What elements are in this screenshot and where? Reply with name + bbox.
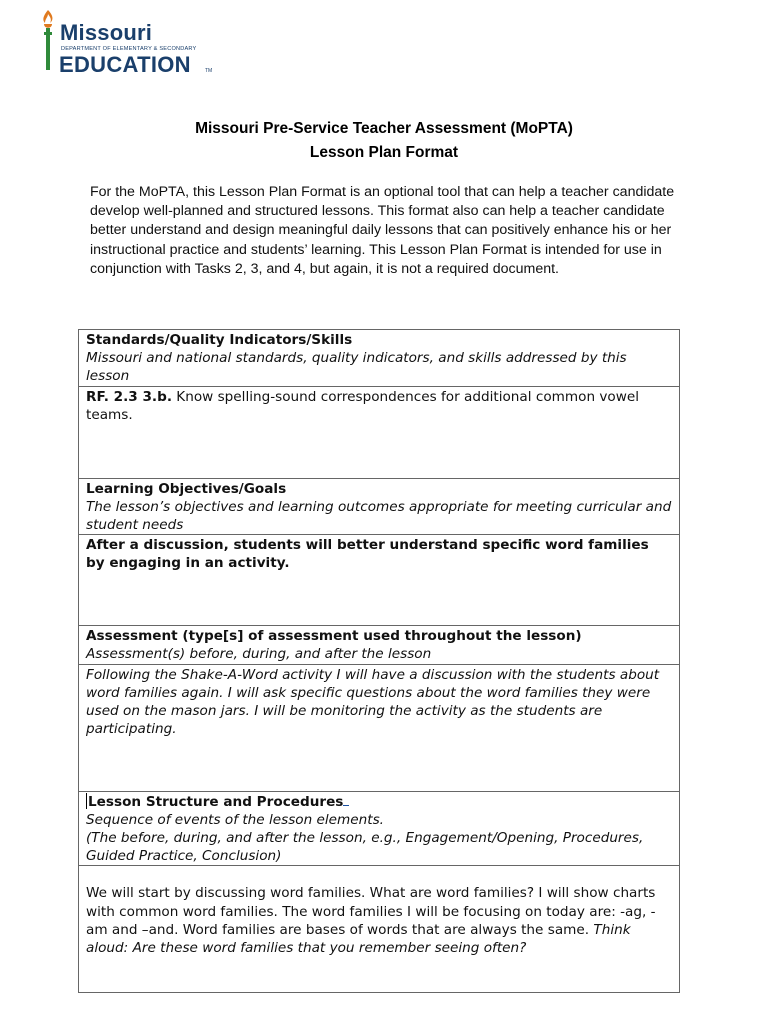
structure-description: Sequence of events of the lesson elements.	[86, 811, 384, 828]
objectives-header-cell	[79, 478, 680, 535]
assessment-heading: Assessment (type[s] of assessment used throughout the lesson)	[86, 628, 582, 645]
intro-paragraph: For the MoPTA, this Lesson Plan Format is an optional tool that can help a teacher candidate develop well-planned and structured lessons. This format also can help a teacher candidate better understand and design meaningful daily lessons that can positively enhance his or her instructional practice and students’ learning. This Lesson Plan Format is intended for use in conjunction with Tasks 2, 3, and 4, but again, it is not a required document.	[90, 184, 675, 277]
logo-trademark: TM	[205, 68, 213, 74]
structure-header-cell[interactable]	[79, 791, 680, 866]
logo-department-text: DEPARTMENT OF ELEMENTARY & SECONDARY	[61, 46, 197, 52]
torch-icon	[38, 8, 60, 72]
objectives-text: After a discussion, students will better understand specific word families by engaging in an activity.	[86, 537, 649, 572]
document-subtitle: Lesson Plan Format	[309, 144, 459, 161]
standards-content-row	[79, 386, 680, 478]
structure-examples: (The before, during, and after the lesson, e.g., Engagement/Opening, Procedures, Guided Practice, Conclusion)	[86, 830, 644, 865]
structure-content-row	[79, 866, 680, 993]
assessment-content-row	[79, 664, 680, 791]
lesson-plan-table	[78, 329, 680, 993]
standard-text: Know spelling-sound correspondences for additional common vowel teams.	[86, 388, 640, 423]
structure-text: We will start by discussing word families. What are word families? I will show charts with common word families. The word families I will be focusing on today are: -ag, -am and –and. Word families are bases of words that are always the same.	[86, 885, 656, 938]
assessment-text: Following the Shake-A-Word activity I will have a discussion with the students about word families again. I will ask specific questions about the word families they were used on the mason jars. I will be monitoring the activity as the students are participating.	[86, 666, 660, 738]
assessment-content-cell[interactable]	[79, 664, 680, 791]
structure-content-cell[interactable]	[79, 866, 680, 993]
objectives-description: The lesson’s objectives and learning outcomes appropriate for meeting curricular and student needs	[86, 498, 672, 534]
assessment-header-row	[79, 626, 680, 664]
logo-education-text: EDUCATION	[59, 52, 191, 77]
missouri-education-logo	[38, 8, 218, 77]
standard-code: RF. 2.3 3.b.	[86, 388, 172, 405]
structure-heading: Lesson Structure and Procedures	[88, 793, 344, 810]
logo-state-text: Missouri	[60, 20, 153, 45]
objectives-heading: Learning Objectives/Goals	[86, 480, 287, 497]
objectives-header-row	[79, 478, 680, 535]
document-title: Missouri Pre-Service Teacher Assessment (MoPTA)	[195, 120, 573, 137]
structure-think-aloud: Think aloud: Are these word families that you remember seeing often?	[86, 921, 631, 957]
standards-content-cell[interactable]	[79, 386, 680, 478]
objectives-content-row	[79, 535, 680, 626]
standards-header-row	[79, 330, 680, 387]
standards-description: Missouri and national standards, quality indicators, and skills addressed by this lesson	[86, 350, 627, 385]
assessment-description: Assessment(s) before, during, and after the lesson	[86, 646, 432, 663]
assessment-header-cell	[79, 626, 680, 664]
standards-header-cell	[79, 330, 680, 387]
underline-space	[343, 793, 349, 806]
text-cursor	[86, 793, 87, 809]
objectives-content-cell[interactable]	[79, 535, 680, 626]
structure-header-row	[79, 791, 680, 866]
standards-heading: Standards/Quality Indicators/Skills	[86, 332, 353, 348]
